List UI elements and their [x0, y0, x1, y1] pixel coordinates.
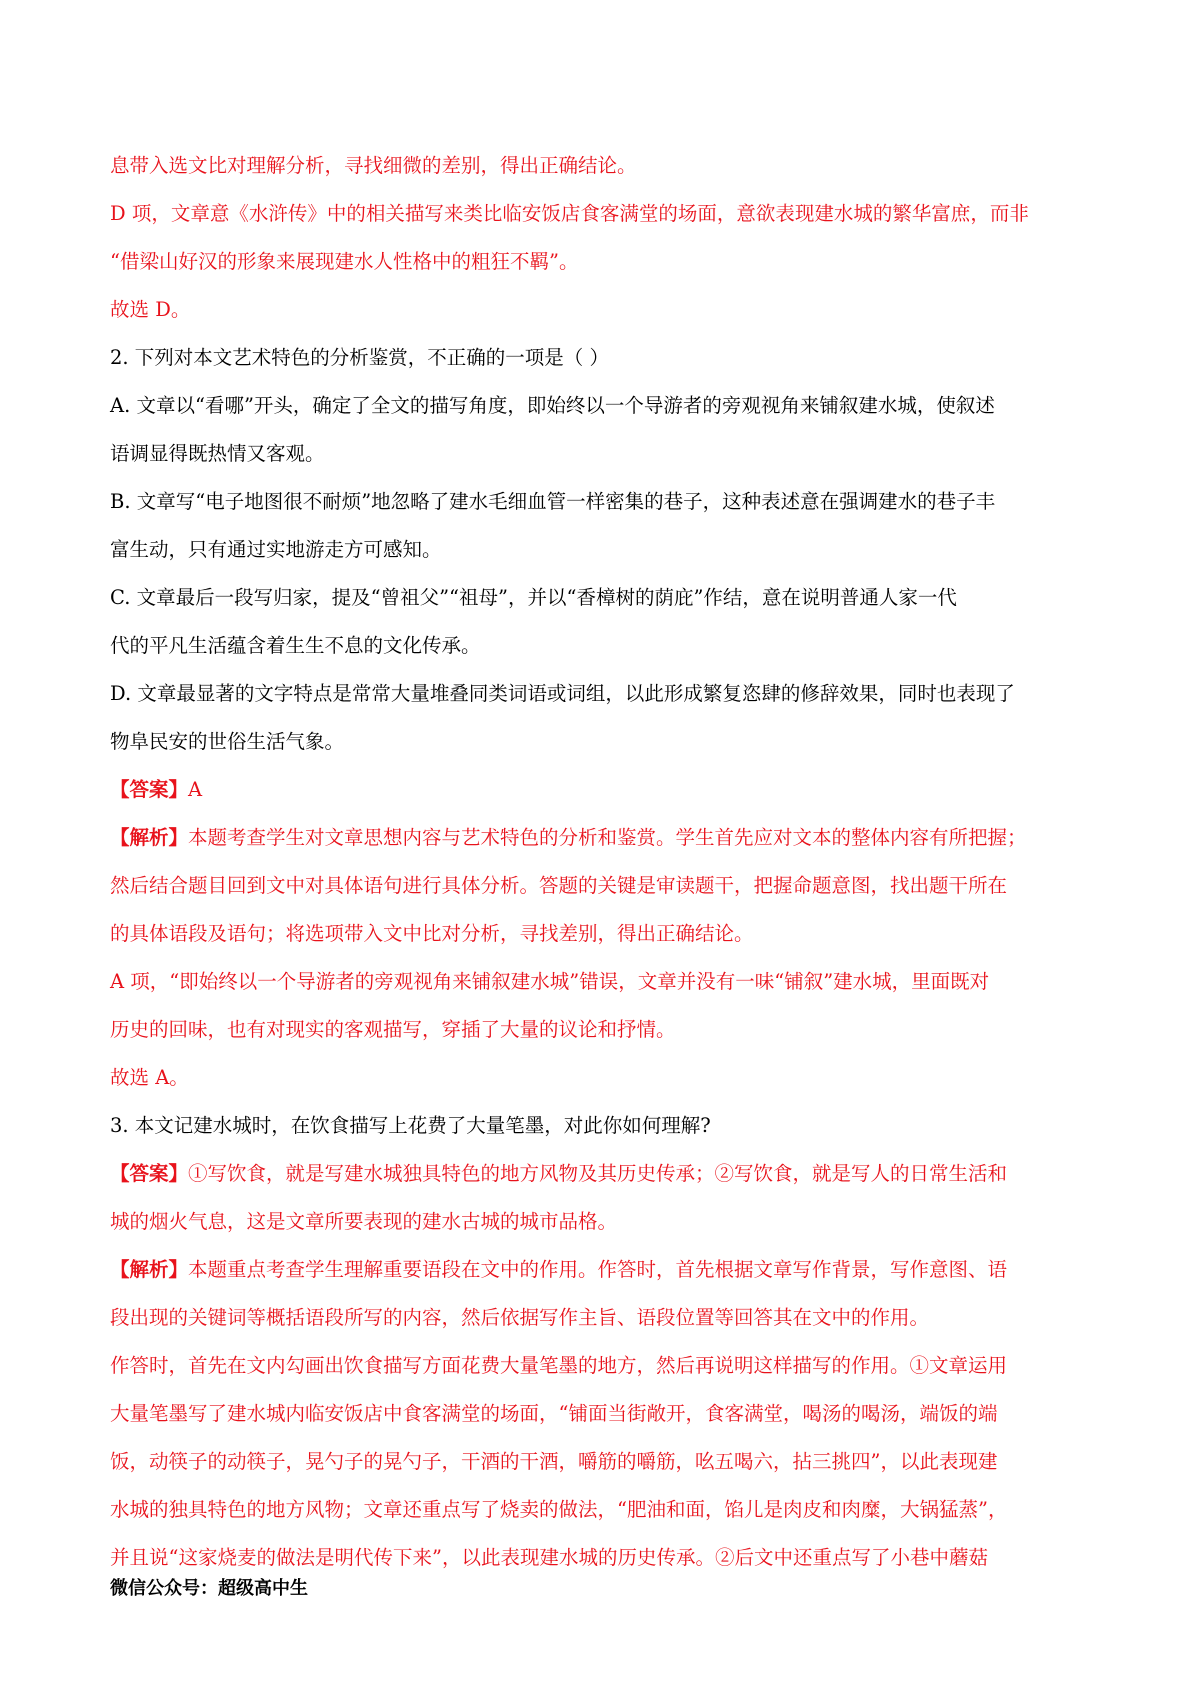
q3-answer-line-2: 城的烟火气息，这是文章所要表现的建水古城的城市品格。 [110, 1210, 618, 1233]
q2-option-c-line-2: 代的平凡生活蕴含着生生不息的文化传承。 [110, 634, 481, 657]
q3-analysis-line-6: 水城的独具特色的地方风物；文章还重点写了烧卖的做法，“肥油和面，馅儿是肉皮和肉糜，大锅猛蒸”， [110, 1498, 1008, 1521]
q2-analysis-line-1: 【解析】本题考查学生对文章思想内容与艺术特色的分析和鉴赏。学生首先应对文本的整体内容有所把握； [110, 826, 1027, 849]
q3-analysis-line-4: 大量笔墨写了建水城内临安饭店中食客满堂的场面，“铺面当街敞开，食客满堂，喝汤的喝汤，端饭的端 [110, 1402, 998, 1425]
q2-analysis-line-4: A 项，“即始终以一个导游者的旁观视角来铺叙建水城”错误，文章并没有一味“铺叙”建水城，里面既对 [110, 970, 990, 993]
q2-option-a-line-2: 语调显得既热情又客观。 [110, 442, 325, 465]
q2-option-d-line-1: D. 文章最显著的文字特点是常常大量堆叠同类词语或词组，以此形成繁复恣肆的修辞效果，同时也表现了 [110, 682, 1015, 705]
q2-option-b-line-1: B. 文章写“电子地图很不耐烦”地忽略了建水毛细血管一样密集的巷子，这种表述意在强调建水的巷子丰 [110, 490, 996, 513]
footer-wechat-account: 微信公众号：超级高中生 [110, 1578, 308, 1599]
q2-option-a-line-1: A. 文章以“看哪”开头，确定了全文的描写角度，即始终以一个导游者的旁观视角来铺叙建水城，使叙述 [110, 394, 995, 417]
q3-answer-tag: 【答案】 [110, 1162, 189, 1185]
prev-analysis-line-2: D 项，文章意《水浒传》中的相关描写来类比临安饭店食客满堂的场面，意欲表现建水城的繁华富庶，而非 [110, 202, 1029, 225]
prev-analysis-line-1: 息带入选文比对理解分析，寻找细微的差别，得出正确结论。 [110, 154, 637, 177]
q3-answer-line-1: 【答案】①写饮食，就是写建水城独具特色的地方风物及其历史传承；②写饮食，就是写人的日常生活和 [110, 1162, 1008, 1185]
q2-analysis-tag: 【解析】 [110, 826, 189, 849]
q3-analysis-line-3: 作答时，首先在文内勾画出饮食描写方面花费大量笔墨的地方，然后再说明这样描写的作用。①文章运用 [110, 1354, 1008, 1377]
prev-conclusion: 故选 D。 [110, 298, 191, 321]
q3-analysis-tag: 【解析】 [110, 1258, 189, 1281]
q2-analysis-line-3: 的具体语段及语句；将选项带入文中比对分析，寻找差别，得出正确结论。 [110, 922, 754, 945]
document-body [110, 142, 1100, 1582]
q3-analysis-line-5: 饭，动筷子的动筷子，晃勺子的晃勺子，干酒的干酒，嚼筋的嚼筋，吆五喝六，拈三挑四”，以此表现建 [110, 1450, 998, 1473]
q3-analysis-line-2: 段出现的关键词等概括语段所写的内容，然后依据写作主旨、语段位置等回答其在文中的作用。 [110, 1306, 930, 1329]
q2-analysis-line-5: 历史的回味，也有对现实的客观描写，穿插了大量的议论和抒情。 [110, 1018, 676, 1041]
q2-answer-value: A [188, 778, 203, 801]
q2-stem: 2. 下列对本文艺术特色的分析鉴赏，不正确的一项是（ ） [110, 346, 610, 369]
q2-option-c-line-1: C. 文章最后一段写归家，提及“曾祖父”“祖母”，并以“香樟树的荫庇”作结，意在说明普通人家一代 [110, 586, 957, 609]
prev-analysis-line-3: “借梁山好汉的形象来展现建水人性格中的粗狂不羁”。 [110, 250, 579, 273]
q2-option-d-line-2: 物阜民安的世俗生活气象。 [110, 730, 345, 753]
q2-answer [110, 766, 1100, 814]
q3-analysis-line-1: 【解析】本题重点考查学生理解重要语段在文中的作用。作答时，首先根据文章写作背景，写作意图、语 [110, 1258, 1008, 1281]
q2-analysis-line-2: 然后结合题目回到文中对具体语句进行具体分析。答题的关键是审读题干，把握命题意图，找出题干所在 [110, 874, 1008, 897]
q3-analysis-line-7: 并且说“这家烧麦的做法是明代传下来”，以此表现建水城的历史传承。②后文中还重点写了小巷中蘑菇 [110, 1546, 988, 1569]
q2-option-b-line-2: 富生动，只有通过实地游走方可感知。 [110, 538, 442, 561]
q3-stem: 3. 本文记建水城时，在饮食描写上花费了大量笔墨，对此你如何理解? [110, 1114, 711, 1137]
q2-answer-tag: 【答案】 [110, 778, 189, 801]
q2-conclusion: 故选 A。 [110, 1066, 189, 1089]
